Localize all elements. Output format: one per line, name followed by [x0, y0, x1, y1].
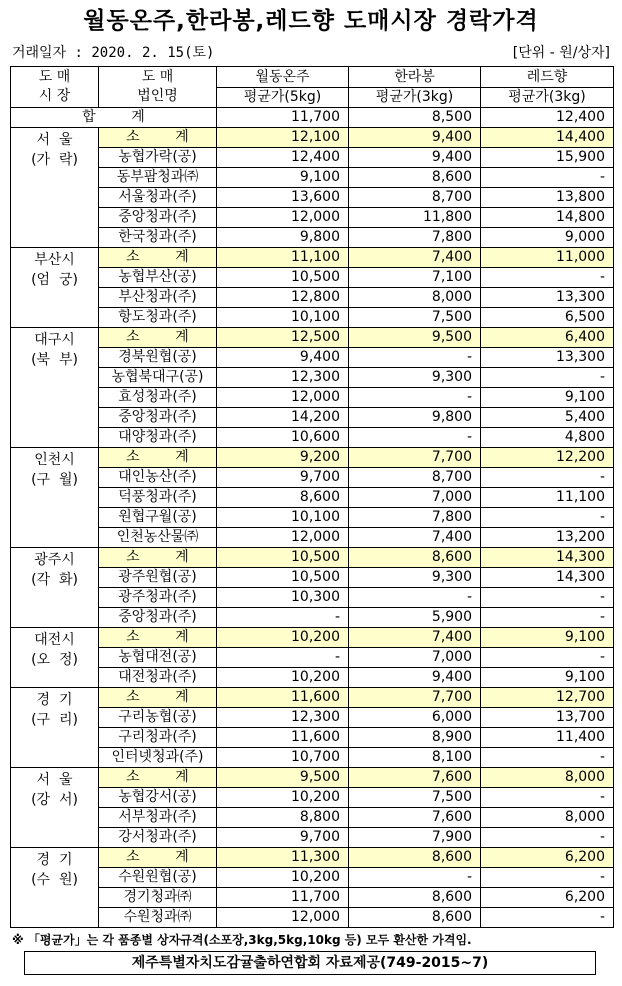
- market-name: 서 울 (가 락): [11, 128, 99, 248]
- table-row: [11, 428, 614, 448]
- price-cell: 8,000: [481, 768, 614, 788]
- table-row: [11, 788, 614, 808]
- price-cell: 12,000: [217, 528, 349, 548]
- market-name: 경 기 (구 리): [11, 688, 99, 768]
- table-row: [11, 188, 614, 208]
- price-cell: 9,100: [481, 628, 614, 648]
- price-cell: 6,500: [481, 308, 614, 328]
- price-cell: 10,200: [217, 668, 349, 688]
- price-cell: -: [481, 368, 614, 388]
- corp-name: 수원청과㈜: [99, 908, 217, 928]
- subtotal-label: 소 계: [99, 688, 217, 708]
- price-cell: 7,600: [349, 768, 481, 788]
- price-cell: 9,500: [217, 768, 349, 788]
- price-cell: -: [481, 608, 614, 628]
- price-cell: -: [481, 588, 614, 608]
- price-cell: 5,400: [481, 408, 614, 428]
- price-cell: 9,100: [481, 668, 614, 688]
- corp-name: 농협가락(공): [99, 148, 217, 168]
- price-cell: 12,200: [481, 448, 614, 468]
- table-row: [11, 748, 614, 768]
- price-cell: 8,600: [349, 848, 481, 868]
- price-cell: 10,300: [217, 588, 349, 608]
- corp-name: 덕풍청과(주): [99, 488, 217, 508]
- price-cell: 9,100: [481, 388, 614, 408]
- price-cell: 7,400: [349, 248, 481, 268]
- subtotal-row: [11, 848, 614, 868]
- price-cell: 12,700: [481, 688, 614, 708]
- price-cell: 9,400: [349, 148, 481, 168]
- price-cell: 7,900: [349, 828, 481, 848]
- price-cell: -: [481, 508, 614, 528]
- subtotal-row: [11, 768, 614, 788]
- corp-name: 부산청과(주): [99, 288, 217, 308]
- price-cell: 10,700: [217, 748, 349, 768]
- source-box: 제주특별자치도감귤출하연합회 자료제공(749-2015~7): [24, 951, 596, 975]
- corp-name: 농협대전(공): [99, 648, 217, 668]
- subtotal-row: [11, 448, 614, 468]
- price-cell: 11,700: [217, 888, 349, 908]
- page-title: 월동온주,한라봉,레드향 도매시장 경락가격: [83, 8, 539, 34]
- price-cell: 7,500: [349, 308, 481, 328]
- corp-name: 항도청과(주): [99, 308, 217, 328]
- price-cell: 7,400: [349, 628, 481, 648]
- corp-name: 농협강서(공): [99, 788, 217, 808]
- price-cell: 10,200: [217, 788, 349, 808]
- table-row: [11, 228, 614, 248]
- table-row: [11, 268, 614, 288]
- corp-name: 대양청과(주): [99, 428, 217, 448]
- price-cell: 10,500: [217, 268, 349, 288]
- subtotal-label: 소 계: [99, 628, 217, 648]
- market-name: 광주시 (각 화): [11, 548, 99, 628]
- price-cell: 12,000: [217, 908, 349, 928]
- table-row: [11, 208, 614, 228]
- subtotal-label: 소 계: [99, 768, 217, 788]
- price-cell: 8,700: [349, 188, 481, 208]
- subtotal-row: [11, 248, 614, 268]
- total-value: 8,500: [349, 108, 481, 128]
- subtotal-row: [11, 548, 614, 568]
- price-cell: 9,700: [217, 828, 349, 848]
- table-row: [11, 608, 614, 628]
- table-row: [11, 508, 614, 528]
- price-cell: 10,500: [217, 568, 349, 588]
- price-cell: -: [217, 648, 349, 668]
- price-cell: 11,300: [217, 848, 349, 868]
- price-cell: 9,400: [217, 348, 349, 368]
- price-cell: 10,500: [217, 548, 349, 568]
- market-name: 인천시 (구 월): [11, 448, 99, 548]
- avg-header: 평균가(3kg): [481, 88, 614, 108]
- corp-name: 원협구월(공): [99, 508, 217, 528]
- price-cell: 14,400: [481, 128, 614, 148]
- corp-name: 구리농협(공): [99, 708, 217, 728]
- price-cell: 8,000: [481, 808, 614, 828]
- price-cell: 6,200: [481, 888, 614, 908]
- corp-name: 구리청과(주): [99, 728, 217, 748]
- corp-header: 도 매 법인명: [99, 67, 217, 108]
- product-header: 월동온주: [217, 67, 349, 88]
- table-row: [11, 288, 614, 308]
- subtotal-row: [11, 128, 614, 148]
- price-cell: 9,800: [217, 228, 349, 248]
- price-cell: 7,700: [349, 448, 481, 468]
- price-cell: 12,000: [217, 208, 349, 228]
- price-cell: 7,600: [349, 808, 481, 828]
- table-row: [11, 868, 614, 888]
- price-cell: 7,000: [349, 488, 481, 508]
- table-row: [11, 568, 614, 588]
- price-cell: 10,100: [217, 308, 349, 328]
- price-cell: 9,100: [217, 168, 349, 188]
- price-cell: 9,500: [349, 328, 481, 348]
- price-cell: 8,600: [349, 908, 481, 928]
- footnote: ※ 「평균가」는 각 품종별 상자규격(소포장,3kg,5kg,10kg 등) 모두 환산한 가격임.: [12, 933, 472, 947]
- price-cell: 8,600: [349, 548, 481, 568]
- market-name: 대구시 (북 부): [11, 328, 99, 448]
- table-row: [11, 348, 614, 368]
- price-cell: 12,000: [217, 388, 349, 408]
- table-row: [11, 588, 614, 608]
- price-cell: 12,500: [217, 328, 349, 348]
- price-cell: -: [481, 828, 614, 848]
- price-cell: 12,800: [217, 288, 349, 308]
- price-cell: -: [481, 468, 614, 488]
- price-cell: 9,200: [217, 448, 349, 468]
- table-row: [11, 388, 614, 408]
- price-cell: 6,000: [349, 708, 481, 728]
- corp-name: 서울청과(주): [99, 188, 217, 208]
- corp-name: 중앙청과(주): [99, 408, 217, 428]
- table-row: [11, 808, 614, 828]
- corp-name: 농협부산(공): [99, 268, 217, 288]
- market-header: 도 매 시 장: [11, 67, 99, 108]
- price-cell: 11,100: [481, 488, 614, 508]
- subtotal-label: 소 계: [99, 128, 217, 148]
- price-table: [10, 66, 614, 928]
- table-row: [11, 668, 614, 688]
- price-cell: 12,400: [217, 148, 349, 168]
- price-cell: 8,600: [217, 488, 349, 508]
- price-cell: -: [349, 868, 481, 888]
- table-row: [11, 168, 614, 188]
- market-name: 대전시 (오 정): [11, 628, 99, 688]
- price-cell: 7,100: [349, 268, 481, 288]
- price-cell: 11,800: [349, 208, 481, 228]
- corp-name: 수원원협(공): [99, 868, 217, 888]
- price-cell: 11,000: [481, 248, 614, 268]
- price-cell: -: [481, 908, 614, 928]
- price-cell: 14,300: [481, 568, 614, 588]
- table-row: [11, 888, 614, 908]
- corp-name: 경북원협(공): [99, 348, 217, 368]
- price-cell: 12,300: [217, 368, 349, 388]
- corp-name: 농협북대구(공): [99, 368, 217, 388]
- corp-name: 인천농산물㈜: [99, 528, 217, 548]
- corp-name: 서부청과(주): [99, 808, 217, 828]
- market-name: 경 기 (수 원): [11, 848, 99, 928]
- price-cell: -: [349, 428, 481, 448]
- product-header: 한라봉: [349, 67, 481, 88]
- price-cell: 14,200: [217, 408, 349, 428]
- price-cell: 10,600: [217, 428, 349, 448]
- price-cell: 10,200: [217, 628, 349, 648]
- price-cell: -: [349, 588, 481, 608]
- price-cell: 7,800: [349, 228, 481, 248]
- price-cell: -: [217, 608, 349, 628]
- price-cell: 6,200: [481, 848, 614, 868]
- price-cell: 15,900: [481, 148, 614, 168]
- table-row: [11, 408, 614, 428]
- price-cell: -: [349, 388, 481, 408]
- avg-header: 평균가(5kg): [217, 88, 349, 108]
- price-cell: 11,600: [217, 688, 349, 708]
- price-cell: 8,000: [349, 288, 481, 308]
- market-name: 서 울 (강 서): [11, 768, 99, 848]
- corp-name: 인터넷청과(주): [99, 748, 217, 768]
- price-cell: 9,400: [349, 128, 481, 148]
- subtotal-row: [11, 688, 614, 708]
- price-cell: 9,800: [349, 408, 481, 428]
- price-cell: 9,400: [349, 668, 481, 688]
- corp-name: 광주청과(주): [99, 588, 217, 608]
- price-table-body: [11, 108, 614, 928]
- corp-name: 중앙청과(주): [99, 608, 217, 628]
- table-row: [11, 708, 614, 728]
- trade-date: 거래일자 : 2020. 2. 15(토): [12, 45, 215, 61]
- corp-name: 광주원협(공): [99, 568, 217, 588]
- table-row: [11, 468, 614, 488]
- table-row: [11, 488, 614, 508]
- corp-name: 효성청과(주): [99, 388, 217, 408]
- price-cell: 8,600: [349, 168, 481, 188]
- total-value: 12,400: [481, 108, 614, 128]
- market-name: 부산시 (엄 궁): [11, 248, 99, 328]
- corp-name: 강서청과(주): [99, 828, 217, 848]
- avg-header: 평균가(3kg): [349, 88, 481, 108]
- price-cell: 12,300: [217, 708, 349, 728]
- price-cell: 10,200: [217, 868, 349, 888]
- corp-name: 경기청과㈜: [99, 888, 217, 908]
- table-row: [11, 308, 614, 328]
- price-cell: 7,000: [349, 648, 481, 668]
- price-cell: 8,100: [349, 748, 481, 768]
- price-cell: 7,700: [349, 688, 481, 708]
- subtotal-label: 소 계: [99, 328, 217, 348]
- price-cell: 7,500: [349, 788, 481, 808]
- price-cell: -: [349, 348, 481, 368]
- price-cell: -: [481, 268, 614, 288]
- price-cell: 7,400: [349, 528, 481, 548]
- price-cell: 11,100: [217, 248, 349, 268]
- price-cell: 9,300: [349, 368, 481, 388]
- price-cell: 13,600: [217, 188, 349, 208]
- price-cell: 4,800: [481, 428, 614, 448]
- price-cell: 9,300: [349, 568, 481, 588]
- table-row: [11, 648, 614, 668]
- price-cell: 14,300: [481, 548, 614, 568]
- price-cell: -: [481, 168, 614, 188]
- subtotal-row: [11, 328, 614, 348]
- price-cell: 8,700: [349, 468, 481, 488]
- price-cell: 11,400: [481, 728, 614, 748]
- price-cell: 13,800: [481, 188, 614, 208]
- unit-label: [단위 - 원/상자]: [512, 45, 610, 61]
- price-cell: 13,200: [481, 528, 614, 548]
- price-cell: 12,100: [217, 128, 349, 148]
- price-cell: 8,900: [349, 728, 481, 748]
- price-cell: 7,800: [349, 508, 481, 528]
- table-row: [11, 368, 614, 388]
- price-cell: -: [481, 788, 614, 808]
- price-cell: 10,100: [217, 508, 349, 528]
- price-cell: -: [481, 648, 614, 668]
- table-row: [11, 728, 614, 748]
- price-cell: 14,800: [481, 208, 614, 228]
- price-cell: 11,600: [217, 728, 349, 748]
- price-cell: 8,800: [217, 808, 349, 828]
- price-cell: 5,900: [349, 608, 481, 628]
- table-row: [11, 528, 614, 548]
- corp-name: 대인농산(주): [99, 468, 217, 488]
- price-cell: 6,400: [481, 328, 614, 348]
- price-cell: 9,700: [217, 468, 349, 488]
- product-header: 레드향: [481, 67, 614, 88]
- corp-name: 한국청과(주): [99, 228, 217, 248]
- table-row: [11, 148, 614, 168]
- subtotal-row: [11, 628, 614, 648]
- subtotal-label: 소 계: [99, 548, 217, 568]
- corp-name: 대전청과(주): [99, 668, 217, 688]
- total-row: [11, 108, 614, 128]
- price-cell: 13,300: [481, 288, 614, 308]
- price-cell: -: [481, 868, 614, 888]
- total-value: 11,700: [217, 108, 349, 128]
- total-label: 합 계: [11, 108, 217, 128]
- subtotal-label: 소 계: [99, 248, 217, 268]
- corp-name: 중앙청과(주): [99, 208, 217, 228]
- subtotal-label: 소 계: [99, 448, 217, 468]
- table-row: [11, 908, 614, 928]
- price-cell: 8,600: [349, 888, 481, 908]
- price-cell: 13,700: [481, 708, 614, 728]
- corp-name: 동부팜청과㈜: [99, 168, 217, 188]
- table-row: [11, 828, 614, 848]
- price-cell: 9,000: [481, 228, 614, 248]
- price-cell: -: [481, 748, 614, 768]
- subtotal-label: 소 계: [99, 848, 217, 868]
- price-cell: 13,300: [481, 348, 614, 368]
